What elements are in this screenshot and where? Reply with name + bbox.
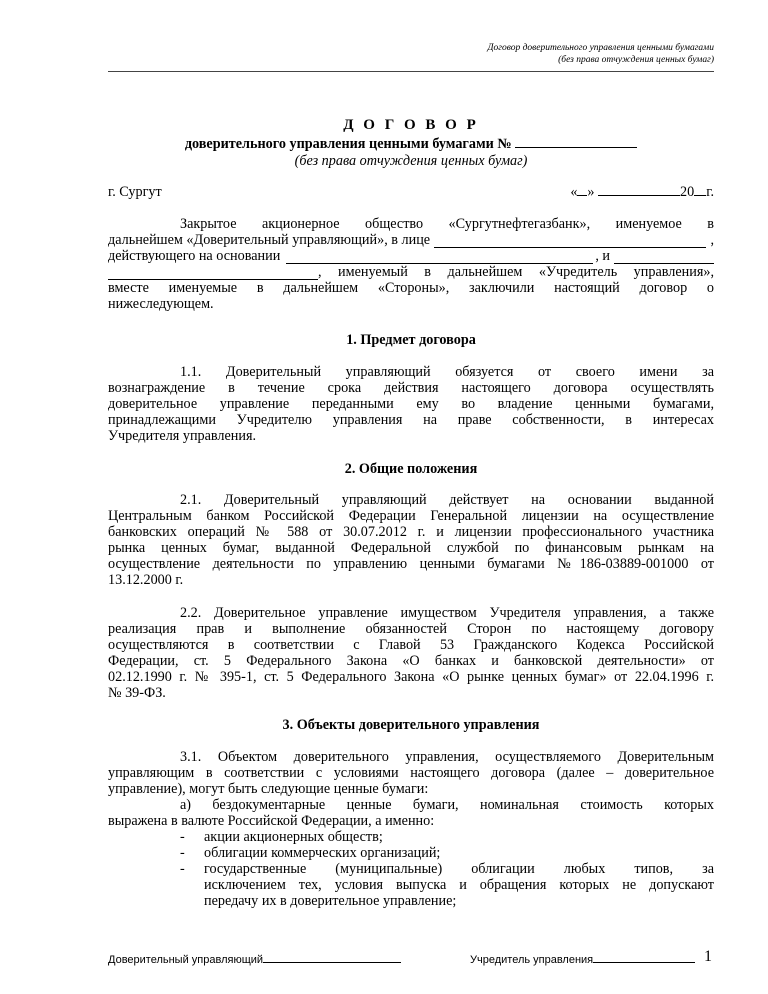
city: г. Сургут: [108, 184, 162, 200]
subclause-a: а) бездокументарные ценные бумаги, номинальная стоимость которых: [180, 797, 714, 813]
clause-2-1: 2.1. Доверительный управляющий действует на основании выданной Центральным банком Российской Федерации Генеральной лицензии на осуществление банковских операций № 588 от 30.07.2012 г. и лицензии профессионального участника рынка ценных бумаг, выданной Федеральной службой по финансовым рынкам на осуществление деятельности по управлению ценными бумагами №186-03889-001000 от 13.12.2000 г.: [108, 492, 714, 588]
header-rule: [108, 71, 714, 72]
running-header: [487, 43, 714, 66]
document-note: (без права отчуждения ценных бумаг): [294, 153, 528, 169]
intro-line: Закрытое акционерное общество «Сургутнефтегазбанк», именуемое в: [180, 216, 714, 232]
intro-line: вместе именуемые в дальнейшем «Стороны», заключили настоящий договор о: [108, 280, 714, 296]
intro-line: действующего на основании , и: [108, 248, 714, 264]
list-item: - государственные (муниципальные) облигации любых типов, за исключением тех, условия выпуска и обращения которых не допускают передачу их в доверительное управление;: [180, 861, 714, 909]
date: « » 20 г.: [570, 184, 714, 200]
list-item: - акции акционерных обществ;: [180, 829, 383, 845]
intro-line: дальнейшем «Доверительный управляющий», в лице ,: [108, 232, 714, 248]
clause-3-1: 3.1. Объектом доверительного управления, осуществляемого Доверительным управляющим в соответствии с условиями настоящего договора (далее – доверительное управление), могут быть следующие ценные бумаги: а) бездокументарные ценные бумаги, номинальная стоимость которых выражена в валюте Российской Федерации, а именно: - акции акционерных обществ; - облигации коммерческих организаций; - государственные (муниципальные) облигации любых типов, за исключением тех, условия выпуска и обращения которых не допускают передачу их в доверительное управление;: [108, 749, 714, 909]
document-title: Д О Г О В О Р: [343, 117, 479, 133]
list-item: - облигации коммерческих организаций;: [180, 845, 441, 861]
page-number: 1: [704, 948, 712, 965]
footer-founder-signature: Учредитель управления: [470, 954, 695, 966]
section-2-heading: 2. Общие положения: [344, 461, 478, 477]
header-line-2: (без права отчуждения ценных бумаг): [558, 54, 714, 65]
clause-1-1: 1.1. Доверительный управляющий обязуется от своего имени за вознаграждение в течение срока действия настоящего договора осуществлять доверительное управление переданными ему во владение ценными бумагами, принадлежащими Учредителю управления на праве собственности, в интересах Учредителя управления.: [108, 364, 714, 444]
header-line-1: Договор доверительного управления ценными бумагами: [487, 43, 714, 53]
section-1-heading: 1. Предмет договора: [346, 332, 476, 348]
document-subtitle: доверительного управления ценными бумагами №: [108, 136, 714, 152]
clause-2-2: 2.2. Доверительное управление имуществом Учредителя управления, а также реализация прав и выполнение обязанностей Сторон по настоящему договору осуществляются в соответствии с Главой 53 Гражданского Кодекса Российской Федерации, ст. 5 Федерального Закона «О банках и банковской деятельности» от 02.12.1990 г. № 395-1, ст. 5 Федерального Закона «О рынке ценных бумаг» от 22.04.1996 г. № 39-ФЗ.: [108, 605, 714, 701]
footer-trustee-signature: Доверительный управляющий: [108, 954, 401, 966]
intro-paragraph: [108, 216, 714, 312]
contract-number-blank: [515, 147, 637, 148]
intro-line: нижеследующем.: [108, 296, 214, 312]
intro-line: , именуемый в дальнейшем «Учредитель управления»,: [108, 264, 714, 280]
section-3-heading: 3. Объекты доверительного управления: [282, 717, 540, 733]
